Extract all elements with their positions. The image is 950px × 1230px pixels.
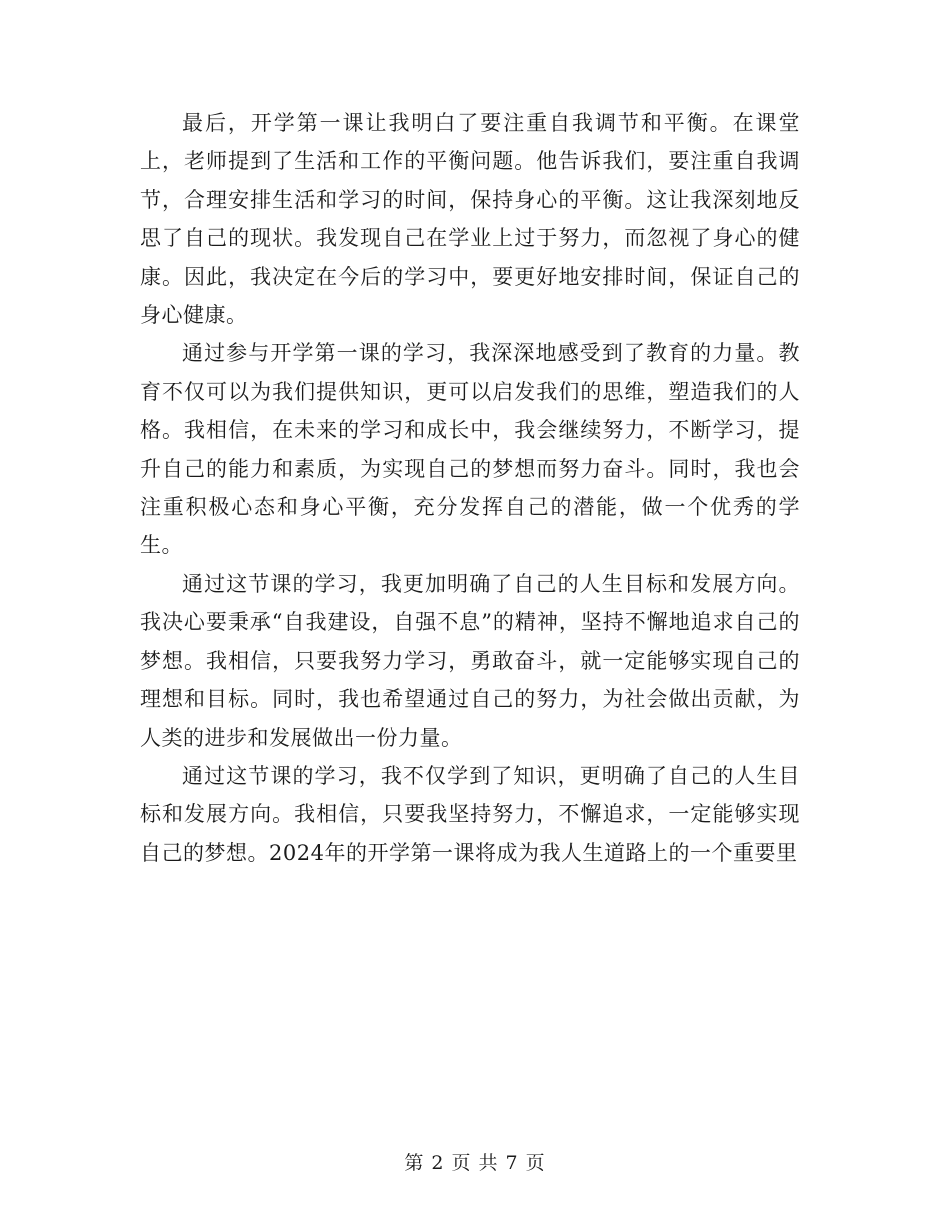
document-body [140,104,800,872]
paragraph-3: 通过这节课的学习，我更加明确了自己的人生目标和发展方向。我决心要秉承“自我建设，自强不息”的精神，坚持不懈地追求自己的梦想。我相信，只要我努力学习，勇敢奋斗，就一定能够实现自己的理想和目标。同时，我也希望通过自己的努力，为社会做出贡献，为人类的进步和发展做出一份力量。 [140,571,800,750]
paragraph-4: 通过这节课的学习，我不仅学到了知识，更明确了自己的人生目标和发展方向。我相信，只要我坚持努力，不懈追求，一定能够实现自己的梦想。2024年的开学第一课将成为我人生道路上的一个重要里 [140,763,800,865]
paragraph-2: 通过参与开学第一课的学习，我深深地感受到了教育的力量。教育不仅可以为我们提供知识，更可以启发我们的思维，塑造我们的人格。我相信，在未来的学习和成长中，我会继续努力，不断学习，提升自己的能力和素质，为实现自己的梦想而努力奋斗。同时，我也会注重积极心态和身心平衡，充分发挥自己的潜能，做一个优秀的学生。 [140,341,800,558]
paragraph-1: 最后，开学第一课让我明白了要注重自我调节和平衡。在课堂上，老师提到了生活和工作的平衡问题。他告诉我们，要注重自我调节，合理安排生活和学习的时间，保持身心的平衡。这让我深刻地反思了自己的现状。我发现自己在学业上过于努力，而忽视了身心的健康。因此，我决定在今后的学习中，要更好地安排时间，保证自己的身心健康。 [140,111,800,328]
page-number-footer: 第 2 页 共 7 页 [404,1152,546,1174]
